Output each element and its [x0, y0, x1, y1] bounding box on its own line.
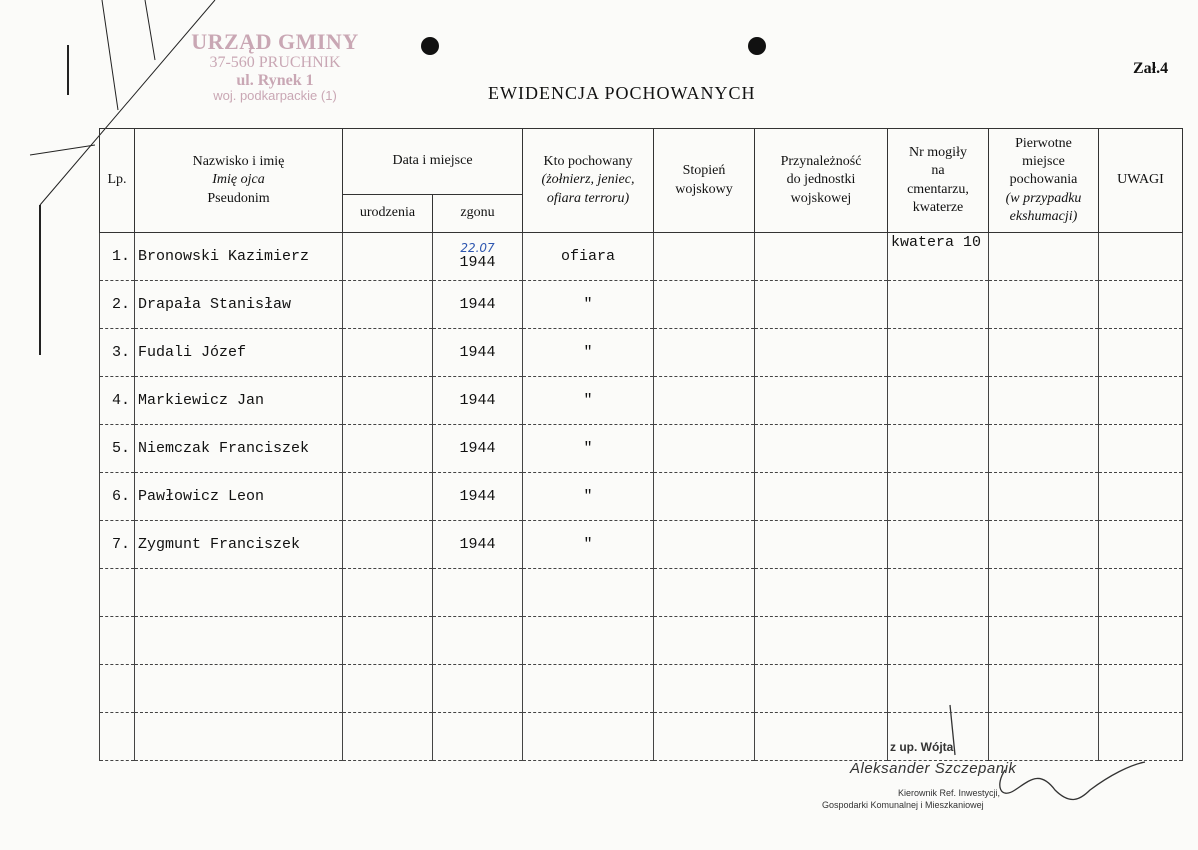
cell-death	[433, 521, 523, 569]
signature-position: Kierownik Ref. Inwestycji,	[898, 788, 1001, 798]
header-text: Kto pochowany	[543, 154, 633, 170]
cell-death	[433, 233, 523, 281]
cell-notes	[1099, 569, 1183, 617]
cell-original-burial	[989, 713, 1099, 761]
cell-death	[433, 425, 523, 473]
cell-birth	[343, 713, 433, 761]
table-row	[100, 233, 1183, 281]
stamp-line: 37-560 PRUCHNIK	[209, 54, 341, 72]
cell-original-burial	[989, 425, 1099, 473]
cell-who: "	[523, 473, 654, 521]
cell-name: Pawłowicz Leon	[135, 473, 343, 521]
cell-unit	[755, 425, 888, 473]
cell-rank	[654, 281, 755, 329]
cell-original-burial	[989, 473, 1099, 521]
cell-notes	[1099, 377, 1183, 425]
cell-name	[135, 665, 343, 713]
cell-death	[433, 377, 523, 425]
cell-lp	[100, 713, 135, 761]
header-who	[523, 129, 654, 233]
cell-unit	[755, 521, 888, 569]
cell-birth	[343, 377, 433, 425]
crease-line	[30, 145, 95, 155]
cell-name: Zygmunt Franciszek	[135, 521, 343, 569]
cell-notes	[1099, 473, 1183, 521]
cell-original-burial	[989, 569, 1099, 617]
cell-notes	[1099, 617, 1183, 665]
cell-notes	[1099, 521, 1183, 569]
cell-birth	[343, 617, 433, 665]
cell-death	[433, 569, 523, 617]
cell-unit	[755, 569, 888, 617]
table-row	[100, 377, 1183, 425]
header-death: zgonu	[433, 195, 523, 233]
header-name	[135, 129, 343, 233]
cell-unit	[755, 713, 888, 761]
cell-rank	[654, 665, 755, 713]
table-row	[100, 569, 1183, 617]
cell-birth	[343, 425, 433, 473]
cell-lp	[100, 569, 135, 617]
header-original-burial	[989, 129, 1099, 233]
header-text: Przynależność	[780, 154, 862, 170]
cell-birth	[343, 665, 433, 713]
header-text: (w przypadku	[1005, 190, 1082, 206]
table-row	[100, 329, 1183, 377]
header-unit	[755, 129, 888, 233]
header-text: miejsce	[1022, 154, 1065, 170]
table-row	[100, 521, 1183, 569]
cell-grave: kwatera 10	[888, 233, 989, 281]
header-text: wojskowej	[790, 190, 852, 206]
attachment-label: Zał.4	[1133, 60, 1169, 77]
cell-grave	[888, 377, 989, 425]
document-title: EWIDENCJA POCHOWANYCH	[488, 83, 756, 103]
table-row	[100, 617, 1183, 665]
cell-original-burial	[989, 521, 1099, 569]
signature-on-behalf: z up. Wójta	[890, 740, 954, 754]
cell-who: "	[523, 329, 654, 377]
office-stamp	[180, 30, 370, 104]
crease-line	[102, 0, 118, 110]
header-rank	[654, 129, 755, 233]
cell-who	[523, 665, 654, 713]
cell-grave	[888, 473, 989, 521]
header-grave	[888, 129, 989, 233]
table-row	[100, 473, 1183, 521]
cell-death	[433, 281, 523, 329]
header-text: ekshumacji)	[1009, 208, 1078, 224]
header-text: Imię ojca	[212, 172, 265, 188]
cell-lp: 5.	[100, 425, 135, 473]
header-date-place: Data i miejsce	[343, 129, 523, 195]
cell-grave	[888, 281, 989, 329]
header-text: Stopień	[682, 163, 726, 179]
cell-lp: 7.	[100, 521, 135, 569]
cell-grave	[888, 521, 989, 569]
cell-lp	[100, 665, 135, 713]
cell-name: Fudali Józef	[135, 329, 343, 377]
cell-unit	[755, 473, 888, 521]
cell-lp: 1.	[100, 233, 135, 281]
punch-hole	[421, 37, 439, 55]
cell-death	[433, 617, 523, 665]
cell-rank	[654, 521, 755, 569]
cell-original-burial	[989, 377, 1099, 425]
cell-original-burial	[989, 281, 1099, 329]
cell-unit	[755, 233, 888, 281]
cell-name: Markiewicz Jan	[135, 377, 343, 425]
death-year: 1944	[459, 344, 496, 361]
cell-rank	[654, 377, 755, 425]
cell-who: ofiara	[523, 233, 654, 281]
cell-lp: 6.	[100, 473, 135, 521]
cell-notes	[1099, 281, 1183, 329]
death-year: 1944	[459, 392, 496, 409]
cell-name	[135, 713, 343, 761]
death-year: 1944	[459, 488, 496, 505]
cell-original-burial	[989, 665, 1099, 713]
cell-name	[135, 569, 343, 617]
header-text: kwaterze	[912, 199, 964, 215]
cell-name: Niemczak Franciszek	[135, 425, 343, 473]
header-text: do jednostki	[786, 172, 856, 188]
header-text: cmentarzu,	[907, 181, 969, 197]
cell-unit	[755, 281, 888, 329]
cell-who: "	[523, 281, 654, 329]
cell-rank	[654, 617, 755, 665]
cell-birth	[343, 569, 433, 617]
cell-death	[433, 473, 523, 521]
punch-hole	[748, 37, 766, 55]
burial-register-table	[99, 128, 1183, 761]
cell-notes	[1099, 425, 1183, 473]
stamp-line: ul. Rynek 1	[236, 71, 314, 89]
death-year: 1944	[459, 536, 496, 553]
header-text: pochowania	[1009, 172, 1078, 188]
handwritten-date: 22.07	[460, 241, 495, 255]
cell-who	[523, 569, 654, 617]
cell-lp: 2.	[100, 281, 135, 329]
header-notes: UWAGI	[1099, 129, 1183, 233]
header-text: Nazwisko i imię	[192, 154, 285, 170]
cell-grave	[888, 665, 989, 713]
cell-unit	[755, 665, 888, 713]
death-year: 1944	[459, 296, 496, 313]
cell-lp: 3.	[100, 329, 135, 377]
cell-death	[433, 329, 523, 377]
cell-who: "	[523, 425, 654, 473]
cell-lp: 4.	[100, 377, 135, 425]
table-row	[100, 713, 1183, 761]
cell-rank	[654, 569, 755, 617]
header-birth: urodzenia	[343, 195, 433, 233]
death-year: 1944	[459, 440, 496, 457]
cell-rank	[654, 713, 755, 761]
stamp-line: woj. podkarpackie (1)	[213, 88, 337, 104]
cell-birth	[343, 329, 433, 377]
cell-birth	[343, 281, 433, 329]
cell-grave	[888, 569, 989, 617]
cell-who	[523, 617, 654, 665]
table-row	[100, 665, 1183, 713]
cell-rank	[654, 329, 755, 377]
header-text: Pierwotne	[1015, 136, 1072, 152]
cell-birth	[343, 233, 433, 281]
header-text: (żołnierz, jeniec,	[541, 172, 635, 188]
cell-name: Drapała Stanisław	[135, 281, 343, 329]
cell-death	[433, 665, 523, 713]
cell-rank	[654, 425, 755, 473]
cell-who: "	[523, 377, 654, 425]
cell-rank	[654, 233, 755, 281]
cell-rank	[654, 473, 755, 521]
header-text: Nr mogiły	[909, 145, 967, 161]
crease-line	[145, 0, 155, 60]
cell-grave	[888, 329, 989, 377]
cell-notes	[1099, 665, 1183, 713]
cell-grave	[888, 617, 989, 665]
cell-birth	[343, 473, 433, 521]
header-text: na	[931, 163, 945, 179]
table-row	[100, 425, 1183, 473]
header-text: wojskowy	[675, 181, 733, 197]
cell-grave	[888, 425, 989, 473]
cell-original-burial	[989, 617, 1099, 665]
cell-notes	[1099, 233, 1183, 281]
cell-original-burial	[989, 233, 1099, 281]
signature-position: Gospodarki Komunalnej i Mieszkaniowej	[822, 800, 984, 810]
cell-name	[135, 617, 343, 665]
cell-unit	[755, 617, 888, 665]
cell-notes	[1099, 713, 1183, 761]
stamp-line: URZĄD GMINY	[191, 29, 359, 54]
signature-name: Aleksander Szczepanik	[850, 760, 1017, 777]
header-text: Pseudonim	[207, 190, 270, 206]
cell-name: Bronowski Kazimierz	[135, 233, 343, 281]
cell-who	[523, 713, 654, 761]
cell-who: "	[523, 521, 654, 569]
cell-death	[433, 713, 523, 761]
header-lp: Lp.	[100, 129, 135, 233]
cell-notes	[1099, 329, 1183, 377]
cell-unit	[755, 329, 888, 377]
table-row	[100, 281, 1183, 329]
cell-birth	[343, 521, 433, 569]
death-year: 1944	[459, 254, 496, 271]
cell-unit	[755, 377, 888, 425]
cell-lp	[100, 617, 135, 665]
header-text: ofiara terroru)	[546, 190, 630, 206]
cell-original-burial	[989, 329, 1099, 377]
